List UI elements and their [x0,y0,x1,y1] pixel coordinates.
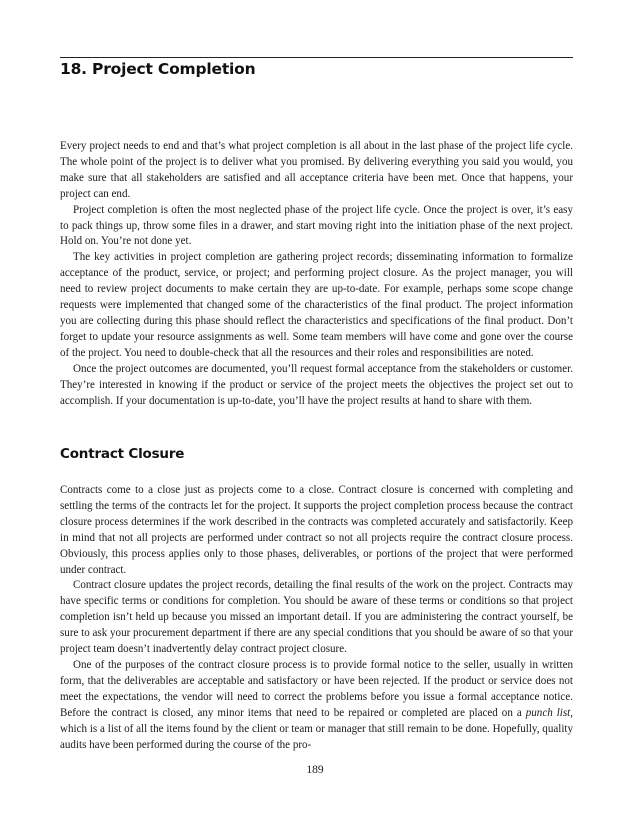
chapter-body [60,139,573,409]
paragraph: Once the project outcomes are documented, you’ll request formal acceptance from the stakeholders or customer. They’re interested in knowing if the product or service of the project meets the objectives the project set out to accomplish. If your documentation is up-to-date, you’ll have the project results at hand to share with them. [60,362,573,407]
section-body [60,483,573,753]
page-number: 189 [306,764,324,776]
header-rule [60,57,573,58]
text-run: , which is a list of all the items found by the client or team or manager that still remain to be done. Hopefully, quality audits have been performed during the course of the pro- [60,706,574,751]
paragraph-with-emphasis [60,658,573,753]
emphasis-term: punch list [525,706,571,719]
paragraph: Project completion is often the most neglected phase of the project life cycle. Once the project is over, it’s easy to pack things up, throw some files in a drawer, and start moving right into the initiation phase of the next project. Hold on. You’re not done yet. [60,203,573,248]
section-heading: Contract Closure [60,446,185,462]
paragraph: Contract closure updates the project records, detailing the final results of the work on the project. Contracts may have specific terms or conditions for completion. You should be aware of these terms or conditions so that project completion isn’t held up because you missed an important detail. If you are administering the contract yourself, be sure to ask your procurement department if there are any special conditions that you should be aware of so that your project team doesn’t inadvertently delay contract project closure. [60,579,573,656]
chapter-title: 18. Project Completion [60,60,256,78]
paragraph: The key activities in project completion are gathering project records; disseminating information to formalize acceptance of the product, service, or project; and performing project closure. As the project manager, you will need to review project documents to make certain they are up-to-date. For example, perhaps some scope change requests were implemented that changed some of the characteristics of the final product. The project information you are collecting during this phase should reflect the characteristics and specifications of the final product. Don’t forget to update your resource assignments as well. Some team members will have come and gone over the course of the project. You need to double-check that all the resources and their roles and responsibilities are noted. [60,251,573,359]
text-run: One of the purposes of the contract closure process is to provide formal notice to the seller, usually in written form, that the deliverables are acceptable and satisfactory or have been rejected. If the product or service does not meet the expectations, the vendor will need to correct the problems before you issue a formal acceptance notice. Before the contract is closed, any minor items that need to be repaired or completed are placed on a [60,658,573,719]
paragraph: Every project needs to end and that’s what project completion is all about in the last phase of the project life cycle. The whole point of the project is to deliver what you promised. By delivering everything you said you would, you make sure that all stakeholders are satisfied and all acceptance criteria have been met. Once that happens, your project can end. [60,140,573,200]
paragraph: Contracts come to a close just as projects come to a close. Contract closure is concerned with completing and settling the terms of the contracts let for the project. It supports the project completion process because the contract closure process determines if the work described in the contracts was completed accurately and satisfactorily. Keep in mind that not all projects are performed under contract so not all projects require the contract closure process. Obviously, this process applies only to those phases, deliverables, or portions of the project that were performed under contract. [60,484,573,576]
